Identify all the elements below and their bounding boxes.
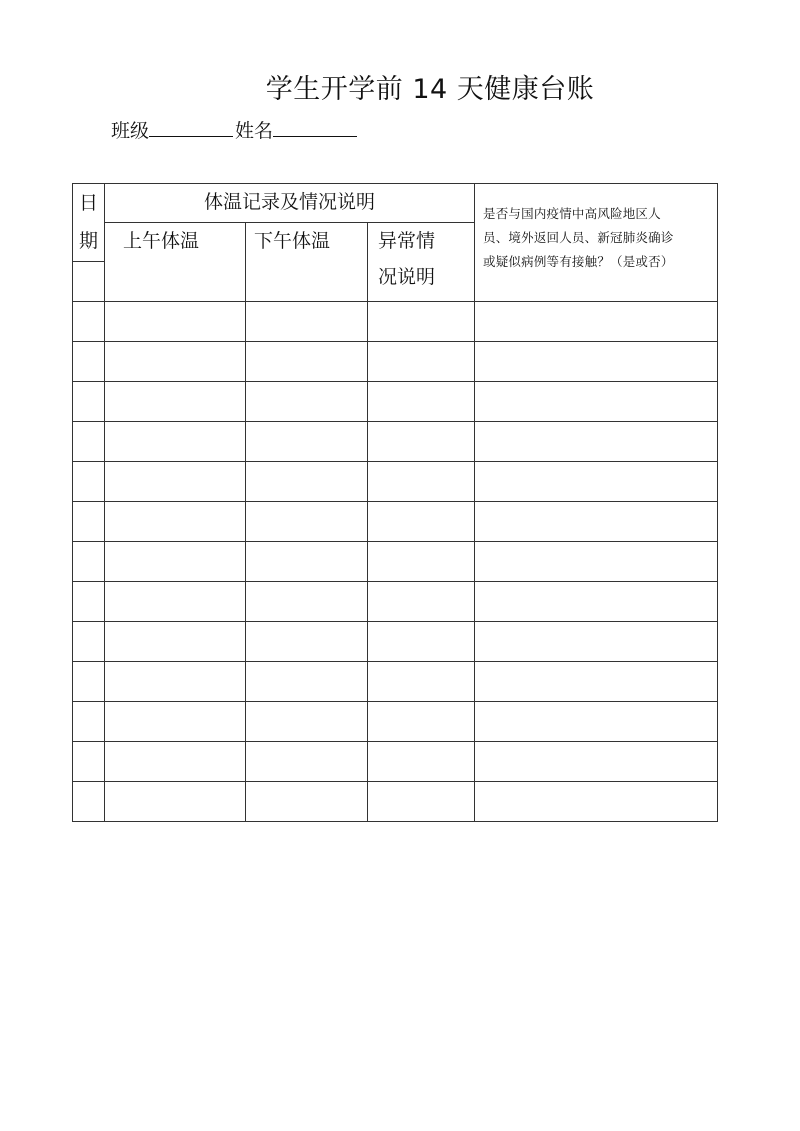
contact-answer-cell[interactable] <box>475 702 718 742</box>
name-blank-field[interactable] <box>273 116 357 137</box>
date-cell[interactable] <box>73 302 105 342</box>
date-cell[interactable] <box>73 742 105 782</box>
date-cell[interactable] <box>73 382 105 422</box>
table-row <box>73 662 718 702</box>
contact-answer-cell[interactable] <box>475 342 718 382</box>
am-temperature-cell[interactable] <box>105 422 246 462</box>
pm-temperature-cell[interactable] <box>246 502 368 542</box>
date-header-line-1: 日 <box>78 192 98 214</box>
abnormal-note-cell[interactable] <box>368 502 475 542</box>
abnormal-header-line-2: 况说明 <box>378 266 436 288</box>
contact-header-line-1: 是否与国内疫情中高风险地区人 <box>483 206 661 221</box>
contact-answer-cell[interactable] <box>475 742 718 782</box>
student-info-line <box>111 116 359 144</box>
contact-header-line-2: 员、境外返回人员、新冠肺炎确诊 <box>483 230 674 245</box>
date-cell[interactable] <box>73 662 105 702</box>
date-column-header <box>73 184 105 262</box>
date-cell[interactable] <box>73 262 105 302</box>
date-cell[interactable] <box>73 622 105 662</box>
am-temperature-cell[interactable] <box>105 582 246 622</box>
table-row <box>73 542 718 582</box>
pm-temperature-cell[interactable] <box>246 462 368 502</box>
abnormal-note-cell[interactable] <box>368 542 475 582</box>
abnormal-note-cell[interactable] <box>368 742 475 782</box>
date-cell[interactable] <box>73 782 105 822</box>
table-row <box>73 742 718 782</box>
table-row <box>73 302 718 342</box>
table-row <box>73 462 718 502</box>
table-row <box>73 582 718 622</box>
pm-temperature-cell[interactable] <box>246 662 368 702</box>
contact-answer-cell[interactable] <box>475 622 718 662</box>
contact-answer-cell[interactable] <box>475 782 718 822</box>
contact-question-header <box>475 184 718 302</box>
date-cell[interactable] <box>73 542 105 582</box>
pm-temperature-cell[interactable] <box>246 302 368 342</box>
pm-temperature-cell[interactable] <box>246 742 368 782</box>
pm-temperature-cell[interactable] <box>246 702 368 742</box>
contact-answer-cell[interactable] <box>475 382 718 422</box>
abnormal-note-cell[interactable] <box>368 462 475 502</box>
pm-temperature-cell[interactable] <box>246 622 368 662</box>
health-ledger-table <box>72 183 718 822</box>
contact-answer-cell[interactable] <box>475 582 718 622</box>
am-temperature-cell[interactable] <box>105 502 246 542</box>
contact-answer-cell[interactable] <box>475 662 718 702</box>
am-temperature-header: 上午体温 <box>105 223 246 302</box>
name-label: 姓名 <box>235 120 274 142</box>
table-row <box>73 422 718 462</box>
temperature-group-header: 体温记录及情况说明 <box>105 184 475 223</box>
date-cell[interactable] <box>73 702 105 742</box>
abnormal-note-header <box>368 223 475 302</box>
pm-temperature-cell[interactable] <box>246 582 368 622</box>
table-row <box>73 702 718 742</box>
pm-temperature-cell[interactable] <box>246 342 368 382</box>
abnormal-note-cell[interactable] <box>368 662 475 702</box>
abnormal-note-cell[interactable] <box>368 302 475 342</box>
abnormal-note-cell[interactable] <box>368 582 475 622</box>
am-temperature-cell[interactable] <box>105 542 246 582</box>
table-row <box>73 782 718 822</box>
am-temperature-cell[interactable] <box>105 742 246 782</box>
am-temperature-cell[interactable] <box>105 382 246 422</box>
table-row <box>73 622 718 662</box>
pm-temperature-cell[interactable] <box>246 542 368 582</box>
abnormal-note-cell[interactable] <box>368 422 475 462</box>
contact-answer-cell[interactable] <box>475 462 718 502</box>
abnormal-header-line-1: 异常情 <box>378 230 436 252</box>
date-cell[interactable] <box>73 342 105 382</box>
date-cell[interactable] <box>73 582 105 622</box>
date-cell[interactable] <box>73 422 105 462</box>
table-row <box>73 342 718 382</box>
abnormal-note-cell[interactable] <box>368 622 475 662</box>
pm-temperature-cell[interactable] <box>246 382 368 422</box>
class-label: 班级 <box>111 120 150 142</box>
header-row-1 <box>73 184 718 223</box>
am-temperature-cell[interactable] <box>105 782 246 822</box>
class-blank-field[interactable] <box>149 116 233 137</box>
table-row <box>73 502 718 542</box>
contact-answer-cell[interactable] <box>475 302 718 342</box>
abnormal-note-cell[interactable] <box>368 382 475 422</box>
contact-answer-cell[interactable] <box>475 502 718 542</box>
date-header-line-2: 期 <box>78 230 98 252</box>
am-temperature-cell[interactable] <box>105 622 246 662</box>
am-temperature-cell[interactable] <box>105 342 246 382</box>
contact-answer-cell[interactable] <box>475 422 718 462</box>
am-temperature-cell[interactable] <box>105 662 246 702</box>
am-temperature-cell[interactable] <box>105 702 246 742</box>
date-cell[interactable] <box>73 502 105 542</box>
page-title: 学生开学前 14 天健康台账 <box>265 74 595 105</box>
pm-temperature-cell[interactable] <box>246 782 368 822</box>
table-row <box>73 382 718 422</box>
pm-temperature-cell[interactable] <box>246 422 368 462</box>
abnormal-note-cell[interactable] <box>368 342 475 382</box>
am-temperature-cell[interactable] <box>105 462 246 502</box>
date-cell[interactable] <box>73 462 105 502</box>
abnormal-note-cell[interactable] <box>368 782 475 822</box>
contact-header-line-3: 或疑似病例等有接触？（是或否） <box>483 254 674 269</box>
contact-answer-cell[interactable] <box>475 542 718 582</box>
pm-temperature-header: 下午体温 <box>246 223 368 302</box>
am-temperature-cell[interactable] <box>105 302 246 342</box>
abnormal-note-cell[interactable] <box>368 702 475 742</box>
